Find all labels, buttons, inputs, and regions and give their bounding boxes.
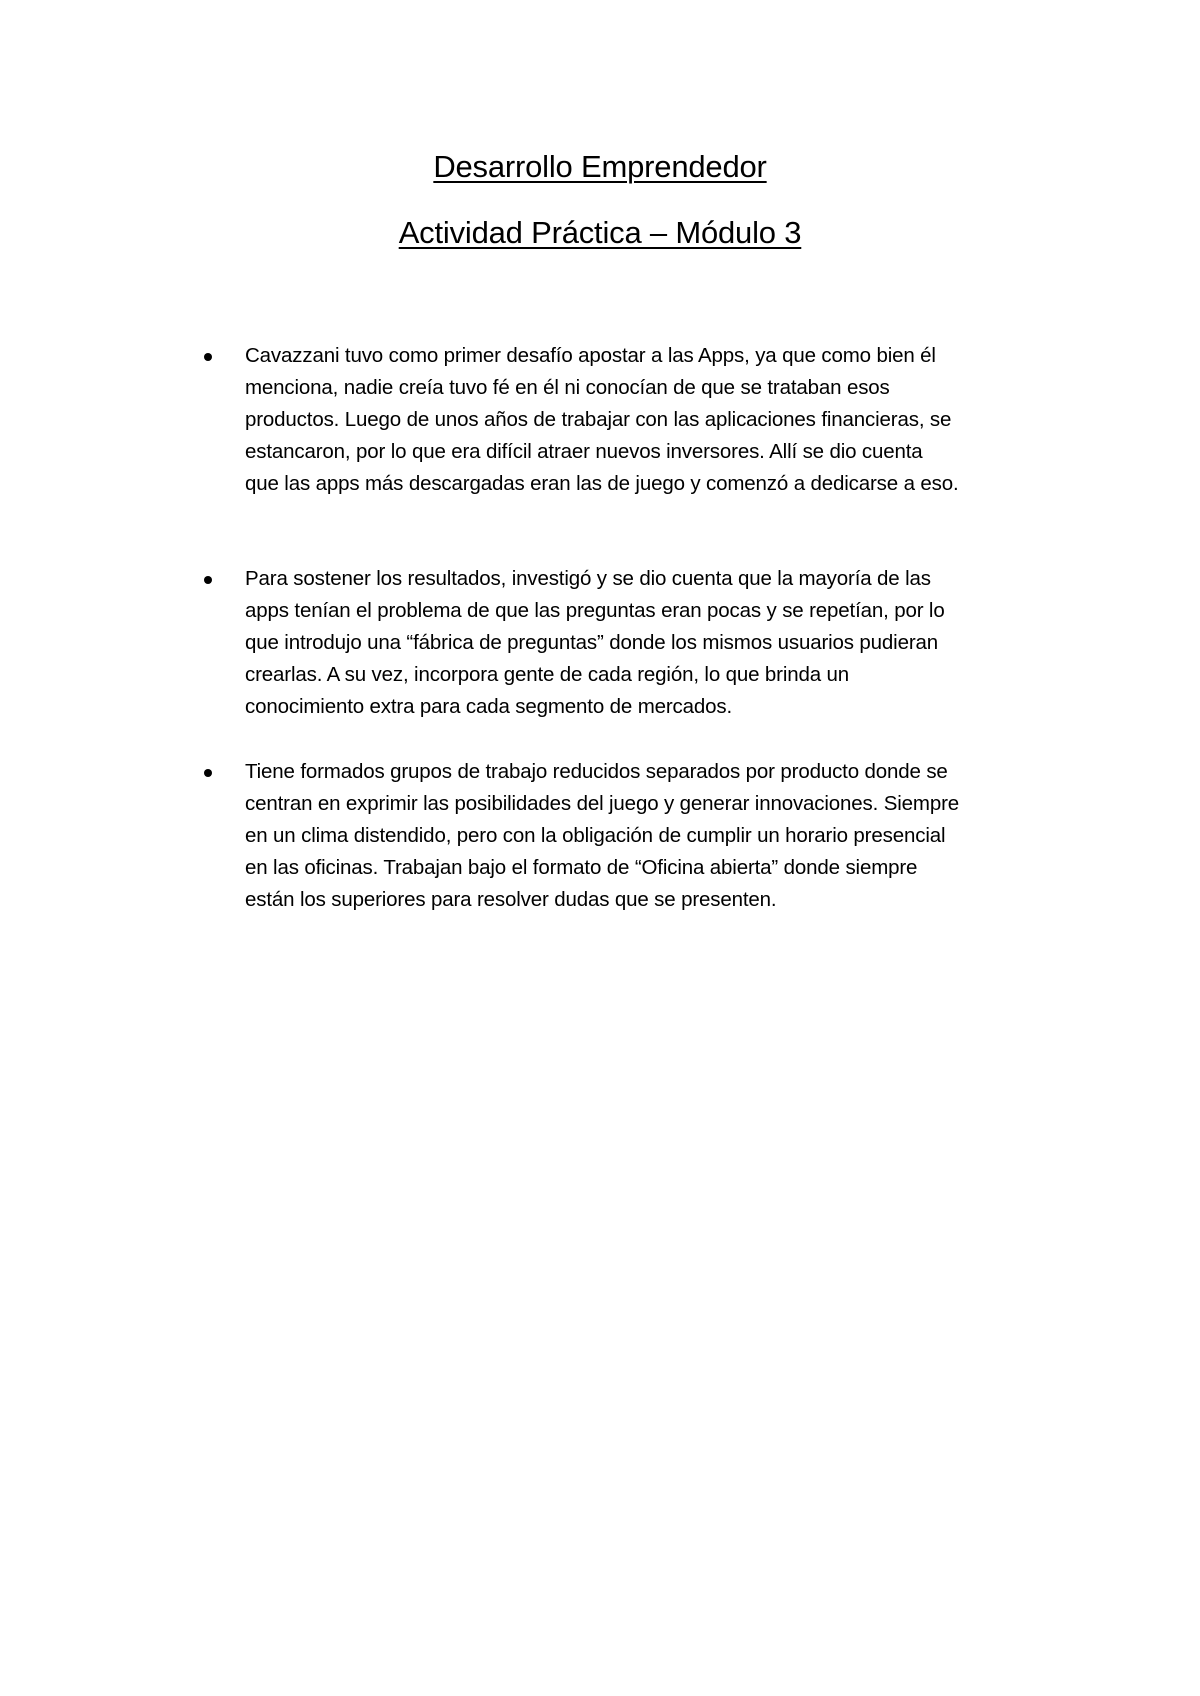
text-line: apps tenían el problema de que las preguntas eran pocas y se repetían, por lo <box>245 599 945 622</box>
text-line: están los superiores para resolver dudas que se presenten. <box>245 888 777 911</box>
text-line: productos. Luego de unos años de trabajar con las aplicaciones financieras, se <box>245 408 952 431</box>
bullet-icon <box>204 769 212 777</box>
document-subtitle: Actividad Práctica – Módulo 3 <box>398 215 802 250</box>
text-line: en un clima distendido, pero con la obligación de cumplir un horario presencial <box>245 824 946 847</box>
text-line: en las oficinas. Trabajan bajo el formato de “Oficina abierta” donde siempre <box>245 856 918 879</box>
text-line: menciona, nadie creía tuvo fé en él ni conocían de que se trataban esos <box>245 376 890 399</box>
bullet-icon <box>204 576 212 584</box>
list-item-text <box>245 340 1045 500</box>
text-line: Tiene formados grupos de trabajo reducidos separados por producto donde se <box>245 760 948 783</box>
list-item-text <box>245 756 1045 916</box>
text-line: crearlas. A su vez, incorpora gente de cada región, lo que brinda un <box>245 663 850 686</box>
text-line: conocimiento extra para cada segmento de mercados. <box>245 695 733 718</box>
text-line: que las apps más descargadas eran las de juego y comenzó a dedicarse a eso. <box>245 472 959 495</box>
text-line: Para sostener los resultados, investigó y se dio cuenta que la mayoría de las <box>245 567 931 590</box>
document-title: Desarrollo Emprendedor <box>433 149 767 184</box>
text-line: centran en exprimir las posibilidades del juego y generar innovaciones. Siempre <box>245 792 960 815</box>
text-line: que introdujo una “fábrica de preguntas” donde los mismos usuarios pudieran <box>245 631 939 654</box>
text-line: estancaron, por lo que era difícil atraer nuevos inversores. Allí se dio cuenta <box>245 440 923 463</box>
list-item-text <box>245 563 1045 723</box>
text-line: Cavazzani tuvo como primer desafío apostar a las Apps, ya que como bien él <box>245 344 936 367</box>
bullet-icon <box>204 353 212 361</box>
